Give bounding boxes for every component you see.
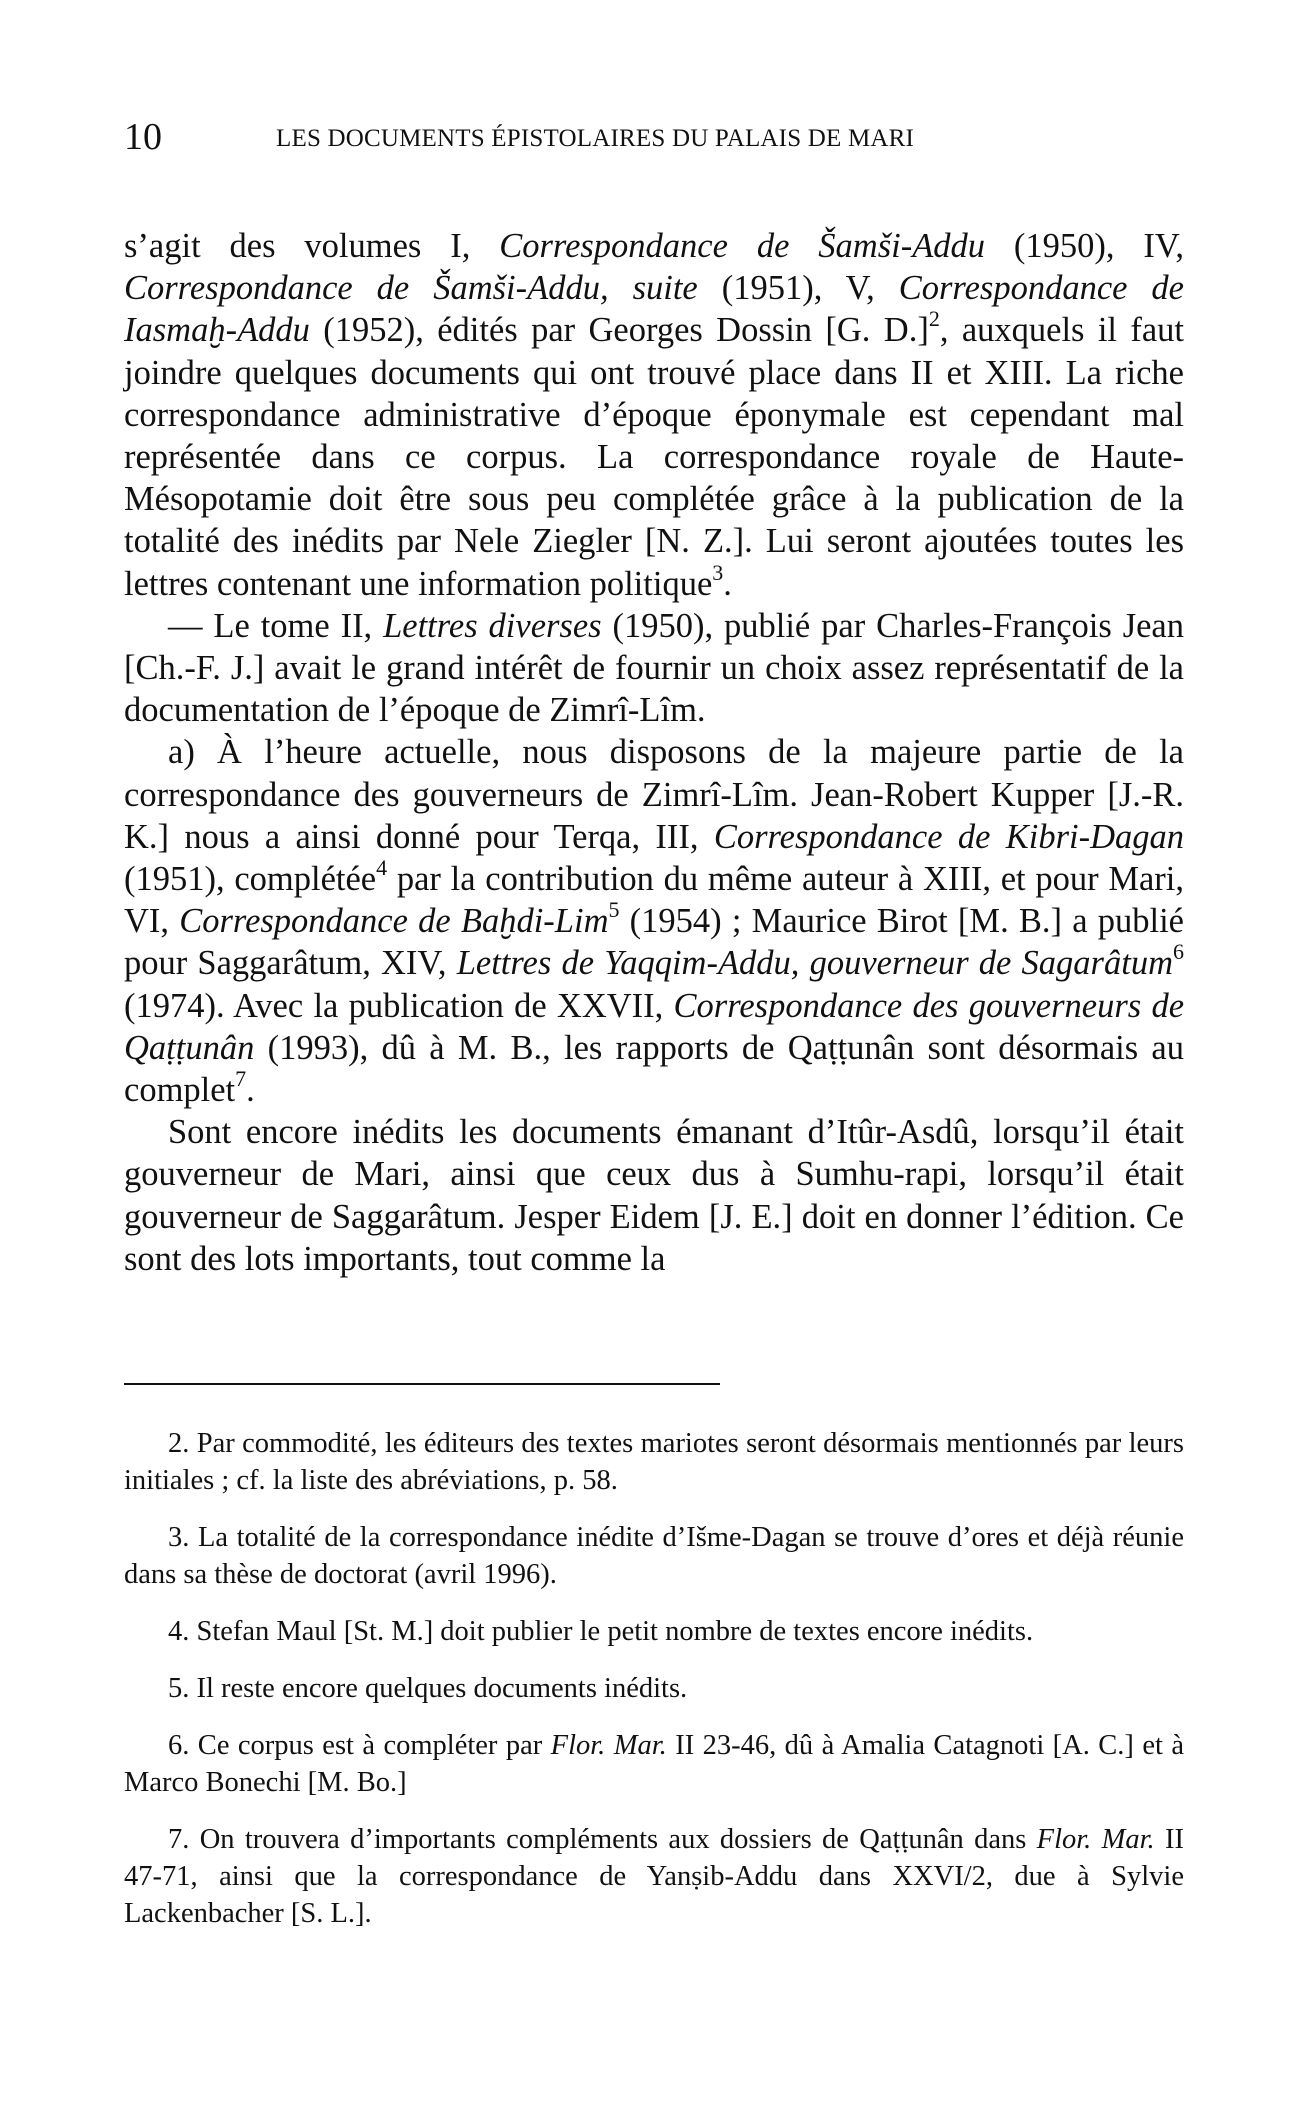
- italic-title: Correspondance de Iasmaḫ-Addu: [124, 269, 1184, 350]
- text-span: 7. On trouvera d’importants compléments aux dossiers de Qaṭṭunân dans: [168, 1824, 1037, 1855]
- text-span: II 23-46, dû à Amalia Catagnoti [A. C.] et à Marco Bonechi [M. Bo.]: [124, 1730, 1184, 1798]
- footnote-7: [124, 1821, 1184, 1932]
- paragraph-1: [124, 225, 1184, 605]
- page-header: [124, 112, 1184, 162]
- page-number: 10: [124, 116, 162, 158]
- footnote-ref-2: 2: [928, 306, 940, 332]
- text-span: 3. La totalité de la correspondance inédite d’Išme-Dagan se trouve d’ores et déjà réunie dans sa thèse de doctorat (avril 1996).: [124, 1522, 1184, 1590]
- text-span: par la contribution du même auteur à XIII, et pour Mari, VI,: [124, 860, 1185, 941]
- footnote-4: [124, 1613, 1184, 1650]
- paragraph-4: [124, 1111, 1184, 1280]
- footnote-2: [124, 1425, 1184, 1499]
- text-span: — Le tome II,: [168, 606, 384, 645]
- text-span: a) À l’heure actuelle, nous disposons de la majeure partie de la correspondance des gouverneurs de Zimrî-Lîm. Jean-Robert Kupper [J.-R. K.] nous a ainsi donné pour Terqa, III,: [124, 733, 1184, 856]
- text-span: (1951), V,: [697, 269, 899, 308]
- text-span: .: [246, 1071, 255, 1110]
- paragraph-2: [124, 605, 1184, 732]
- text-span: 6. Ce corpus est à compléter par: [168, 1730, 551, 1761]
- text-span: 4. Stefan Maul [St. M.] doit publier le petit nombre de textes encore inédits.: [168, 1616, 1034, 1647]
- text-span: (1950), IV,: [985, 227, 1185, 265]
- footnote-ref-7: 7: [235, 1066, 247, 1092]
- italic-title: Correspondance de Šamši-Addu: [499, 227, 986, 265]
- footnote-separator: [124, 1383, 720, 1385]
- italic-title: Correspondance de Šamši-Addu, suite: [124, 269, 698, 308]
- footnote-6: [124, 1727, 1184, 1801]
- italic-title: Flor. Mar.: [550, 1730, 667, 1761]
- italic-title: Lettres diverses: [383, 606, 602, 645]
- running-title: LES DOCUMENTS ÉPISTOLAIRES DU PALAIS DE MARI: [276, 125, 915, 152]
- italic-title: Flor. Mar.: [1036, 1824, 1155, 1855]
- italic-title: Correspondance de Baḫdi-Lim: [179, 902, 609, 941]
- text-span: 5. Il reste encore quelques documents inédits.: [168, 1673, 688, 1704]
- text-span: (1954) ; Maurice Birot [M. B.] a publié pour Saggarâtum, XIV,: [124, 902, 1184, 983]
- footnote-ref-6: 6: [1173, 939, 1184, 965]
- footnote-ref-4: 4: [376, 855, 388, 881]
- italic-title: Correspondance des gouverneurs de Qaṭṭunân: [124, 986, 1185, 1067]
- text-span: (1974). Avec la publication de XXVII,: [124, 986, 674, 1025]
- text-span: .: [723, 564, 732, 603]
- text-span: Sont encore inédits les documents émanant d’Itûr-Asdû, lorsqu’il était gouverneur de Mari, ainsi que ceux dus à Sumhu-rapi, lorsqu’il était gouverneur de Saggarâtum. Jesper Eidem [J. E.] doit en donner l’édition. Ce sont des lots importants, tout comme la: [124, 1113, 1184, 1278]
- footnote-ref-3: 3: [712, 559, 724, 585]
- text-span: II 47-71, ainsi que la correspondance de Yanṣib-Addu dans XXVI/2, due à Sylvie Lackenbacher [S. L.].: [124, 1824, 1184, 1929]
- footnote-ref-5: 5: [608, 897, 620, 923]
- text-span: (1950), publié par Charles-François Jean [Ch.-F. J.] avait le grand intérêt de fournir un choix assez représentatif de la documentation de l’époque de Zimrî-Lîm.: [124, 606, 1184, 730]
- text-span: (1993), dû à M. B., les rapports de Qaṭṭunân sont désormais au complet: [124, 1028, 1184, 1110]
- footnotes: [124, 1425, 1184, 1952]
- paragraph-3: [124, 731, 1184, 1111]
- italic-title: Lettres de Yaqqim-Addu, gouverneur de Sagarâtum: [456, 944, 1173, 983]
- main-text: [124, 225, 1184, 1280]
- text-span: 2. Par commodité, les éditeurs des textes mariotes seront désormais mentionnés par leurs initiales ; cf. la liste des abréviations, p. 58.: [124, 1428, 1184, 1496]
- footnote-5: [124, 1670, 1184, 1707]
- text-span: s’agit des volumes I,: [124, 227, 500, 265]
- text-span: (1952), édités par Georges Dossin [G. D.]: [309, 311, 929, 350]
- italic-title: Correspondance de Kibri-Dagan: [713, 817, 1184, 856]
- text-span: , auxquels il faut joindre quelques documents qui ont trouvé place dans II et XIII. La riche correspondance administrative d’époque éponymale est cependant mal représentée dans ce corpus. La correspondance royale de Haute-Mésopotamie doit être sous peu complétée grâce à la publication de la totalité des inédits par Nele Ziegler [N. Z.]. Lui seront ajoutées toutes les lettres contenant une information politique: [124, 311, 1184, 603]
- text-span: (1951), complétée: [124, 860, 377, 899]
- footnote-3: [124, 1519, 1184, 1593]
